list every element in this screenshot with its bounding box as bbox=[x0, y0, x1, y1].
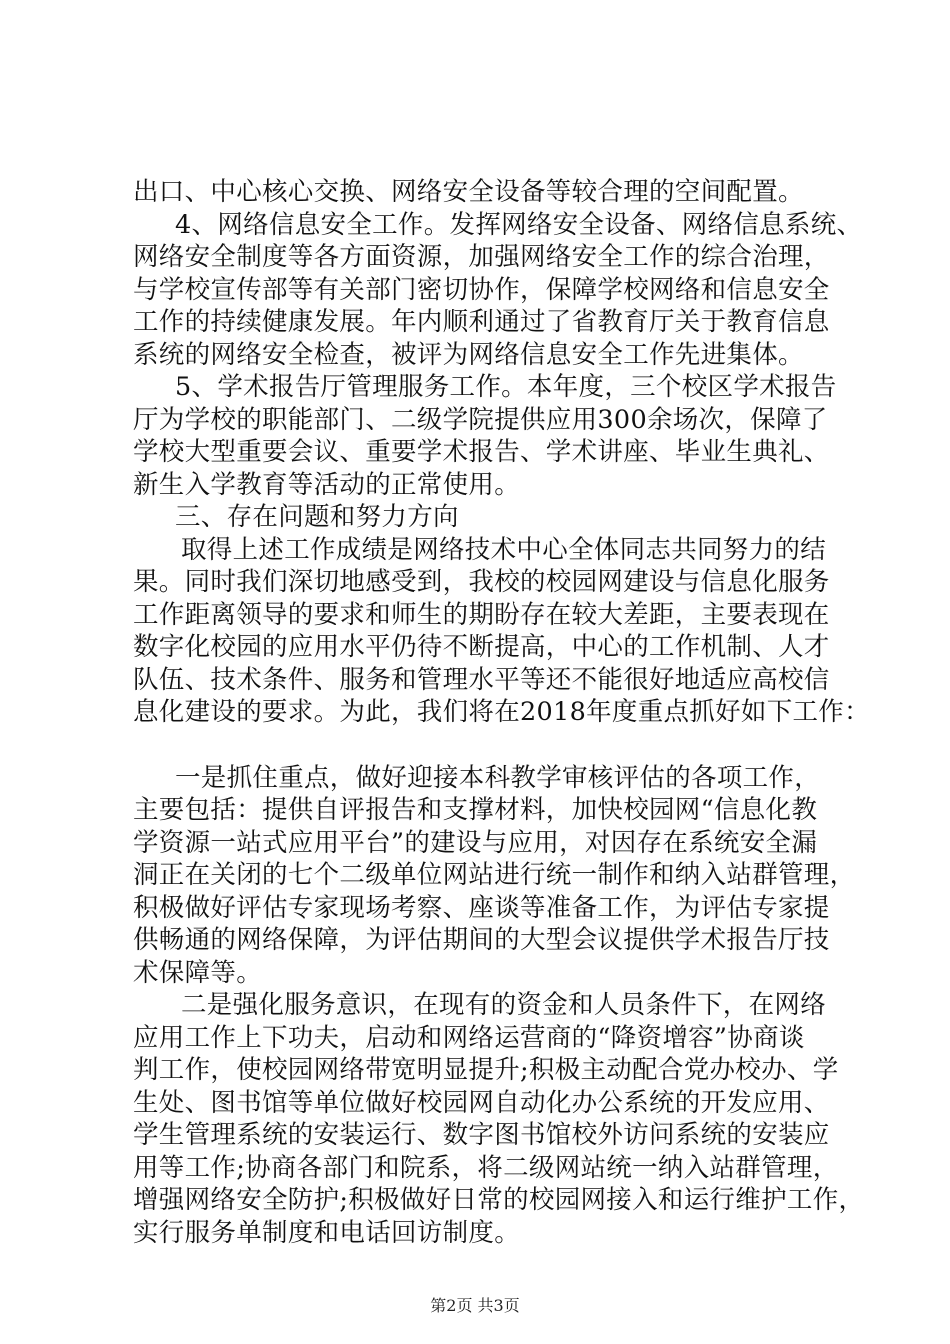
text-line: 学生管理系统的安装运行、数字图书馆校外访问系统的安装应 bbox=[133, 1120, 830, 1150]
text-line: 厅为学校的职能部门、二级学院提供应用300余场次，保障了 bbox=[133, 405, 828, 435]
text-line: 实行服务单制度和电话回访制度。 bbox=[133, 1218, 521, 1248]
text-line: 学资源一站式应用平台”的建设与应用，对因存在系统安全漏 bbox=[133, 828, 818, 858]
text-line: 增强网络安全防护;积极做好日常的校园网接入和运行维护工作， bbox=[133, 1185, 865, 1215]
text-line: 二是强化服务意识，在现有的资金和人员条件下，在网络 bbox=[181, 990, 827, 1020]
text-line: 洞正在关闭的七个二级单位网站进行统一制作和纳入站群管理， bbox=[133, 860, 856, 890]
text-line: 主要包括：提供自评报告和支撑材料，加快校园网“信息化教 bbox=[133, 795, 818, 825]
text-line: 系统的网络安全检查，被评为网络信息安全工作先进集体。 bbox=[133, 340, 804, 370]
text-line: 应用工作上下功夫，启动和网络运营商的“降资增容”协商谈 bbox=[133, 1023, 805, 1053]
text-line: 术保障等。 bbox=[133, 958, 263, 988]
text-line: 判工作，使校园网络带宽明显提升;积极主动配合党办校办、学 bbox=[133, 1055, 839, 1085]
text-line: 果。同时我们深切地感受到，我校的校园网建设与信息化服务 bbox=[133, 567, 830, 597]
text-line: 队伍、技术条件、服务和管理水平等还不能很好地适应高校信 bbox=[133, 665, 830, 695]
text-line: 工作的持续健康发展。年内顺利通过了省教育厅关于教育信息 bbox=[133, 307, 830, 337]
page-number-footer: 第2页 共3页 bbox=[430, 1296, 520, 1315]
text-line: 5、学术报告厅管理服务工作。本年度，三个校区学术报告 bbox=[175, 372, 837, 402]
text-line: 生处、图书馆等单位做好校园网自动化办公系统的开发应用、 bbox=[133, 1088, 830, 1118]
section-heading: 三、存在问题和努力方向 bbox=[175, 502, 459, 532]
text-line: 取得上述工作成绩是网络技术中心全体同志共同努力的结 bbox=[181, 535, 827, 565]
text-line: 数字化校园的应用水平仍待不断提高，中心的工作机制、人才 bbox=[133, 632, 830, 662]
text-line: 用等工作;协商各部门和院系，将二级网站统一纳入站群管理， bbox=[133, 1153, 839, 1183]
text-line: 与学校宣传部等有关部门密切协作，保障学校网络和信息安全 bbox=[133, 275, 830, 305]
text-line: 学校大型重要会议、重要学术报告、学术讲座、毕业生典礼、 bbox=[133, 437, 830, 467]
text-line: 网络安全制度等各方面资源，加强网络安全工作的综合治理， bbox=[133, 242, 830, 272]
text-line: 新生入学教育等活动的正常使用。 bbox=[133, 470, 521, 500]
text-line: 一是抓住重点，做好迎接本科教学审核评估的各项工作， bbox=[175, 763, 821, 793]
text-line: 供畅通的网络保障，为评估期间的大型会议提供学术报告厅技 bbox=[133, 925, 830, 955]
text-line: 出口、中心核心交换、网络安全设备等较合理的空间配置。 bbox=[133, 177, 804, 207]
text-line: 息化建设的要求。为此，我们将在2018年度重点抓好如下工作： bbox=[133, 697, 870, 727]
text-line: 积极做好评估专家现场考察、座谈等准备工作，为评估专家提 bbox=[133, 893, 830, 923]
text-line: 工作距离领导的要求和师生的期盼存在较大差距，主要表现在 bbox=[133, 600, 830, 630]
text-line: 4、网络信息安全工作。发挥网络安全设备、网络信息系统、 bbox=[175, 210, 863, 240]
